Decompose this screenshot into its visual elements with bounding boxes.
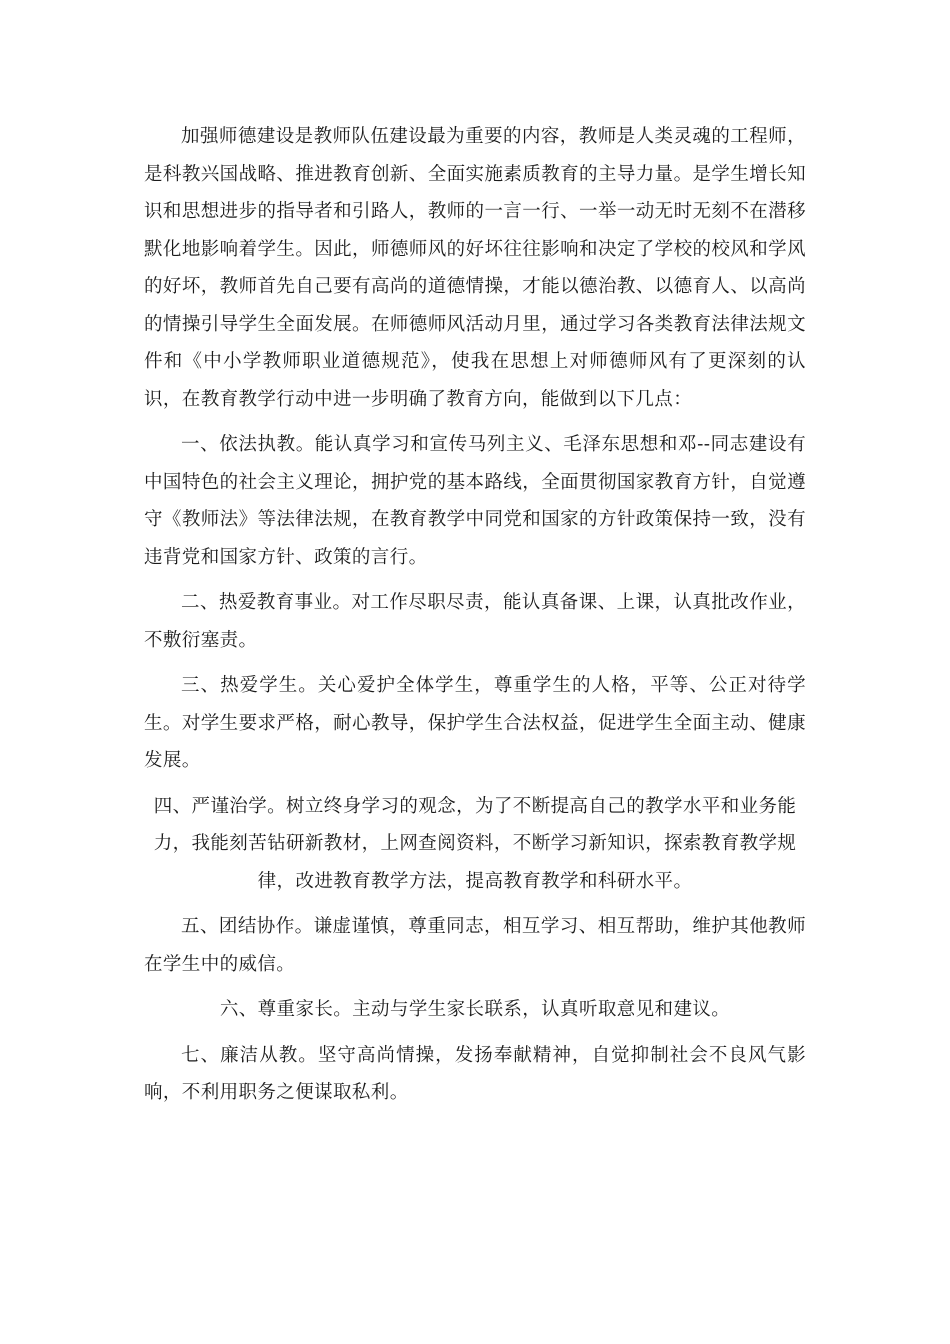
document-body bbox=[144, 118, 806, 1112]
point-2-paragraph: 二、热爱教育事业。对工作尽职尽责，能认真备课、上课，认真批改作业，不敷衍塞责。 bbox=[144, 592, 806, 651]
point-7-paragraph: 七、廉洁从教。坚守高尚情操，发扬奉献精神，自觉抑制社会不良风气影响，不利用职务之便谋取私利。 bbox=[144, 1044, 806, 1103]
point-4-paragraph: 四、严谨治学。树立终身学习的观念，为了不断提高自己的教学水平和业务能力，我能刻苦钻研新教材，上网查阅资料，不断学习新知识，探索教育教学规律，改进教育教学方法，提高教育教学和科研水平。 bbox=[153, 795, 797, 892]
point-6-paragraph: 六、尊重家长。主动与学生家长联系，认真听取意见和建议。 bbox=[219, 999, 731, 1020]
point-3-paragraph: 三、热爱学生。关心爱护全体学生，尊重学生的人格，平等、公正对待学生。对学生要求严格，耐心教导，保护学生合法权益，促进学生全面主动、健康发展。 bbox=[144, 675, 806, 771]
intro-paragraph: 加强师德建设是教师队伍建设最为重要的内容，教师是人类灵魂的工程师，是科教兴国战略、推进教育创新、全面实施素质教育的主导力量。是学生增长知识和思想进步的指导者和引路人，教师的一言一行、一举一动无时无刻不在潜移默化地影响着学生。因此，师德师风的好坏往往影响和决定了学校的校风和学风的好坏，教师首先自己要有高尚的道德情操，才能以德治教、以德育人、以高尚的情操引导学生全面发展。在师德师风活动月里，通过学习各类教育法律法规文件和《中小学教师职业道德规范》，使我在思想上对师德师风有了更深刻的认识，在教育教学行动中进一步明确了教育方向，能做到以下几点： bbox=[144, 126, 806, 410]
point-5-paragraph: 五、团结协作。谦虚谨慎，尊重同志，相互学习、相互帮助，维护其他教师在学生中的威信。 bbox=[144, 916, 806, 975]
point-1-paragraph: 一、依法执教。能认真学习和宣传马列主义、毛泽东思想和邓--同志建设有中国特色的社会主义理论，拥护党的基本路线，全面贯彻国家教育方针，自觉遵守《教师法》等法律法规，在教育教学中同党和国家的方针政策保持一致，没有违背党和国家方针、政策的言行。 bbox=[144, 434, 806, 568]
